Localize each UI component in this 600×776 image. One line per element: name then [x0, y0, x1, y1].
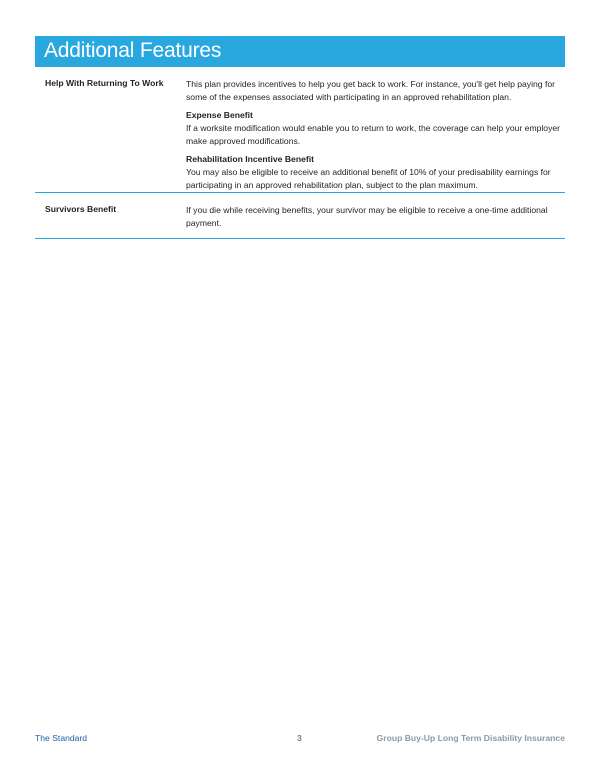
feature-description: [186, 78, 561, 197]
section-title: Additional Features: [44, 39, 222, 62]
row-divider: [35, 192, 565, 193]
footer-page-number: 3: [297, 733, 302, 743]
section-header-bar: [35, 36, 565, 67]
feature-intro-text: If you die while receiving benefits, your survivor may be eligible to receive a one-time additional payment.: [186, 205, 548, 228]
rehab-incentive-text: You may also be eligible to receive an additional benefit of 10% of your predisability earnings for participating in an approved rehabilitation plan, subject to the plan maximum.: [186, 167, 551, 190]
feature-description: [186, 204, 561, 230]
feature-label: Survivors Benefit: [45, 204, 117, 214]
row-divider: [35, 238, 565, 239]
footer-document-title: Group Buy-Up Long Term Disability Insurance: [376, 733, 565, 743]
expense-benefit-text: If a worksite modification would enable you to return to work, the coverage can help your employer make approved modifications.: [186, 123, 561, 146]
rehab-incentive-heading: Rehabilitation Incentive Benefit: [186, 154, 314, 164]
expense-benefit-heading: Expense Benefit: [186, 110, 253, 120]
feature-intro-text: This plan provides incentives to help you get back to work. For instance, you'll get help paying for some of the expenses associated with participating in an approved rehabilitation plan.: [186, 79, 555, 102]
footer-company-name: The Standard: [35, 733, 88, 743]
feature-label: Help With Returning To Work: [45, 78, 164, 88]
